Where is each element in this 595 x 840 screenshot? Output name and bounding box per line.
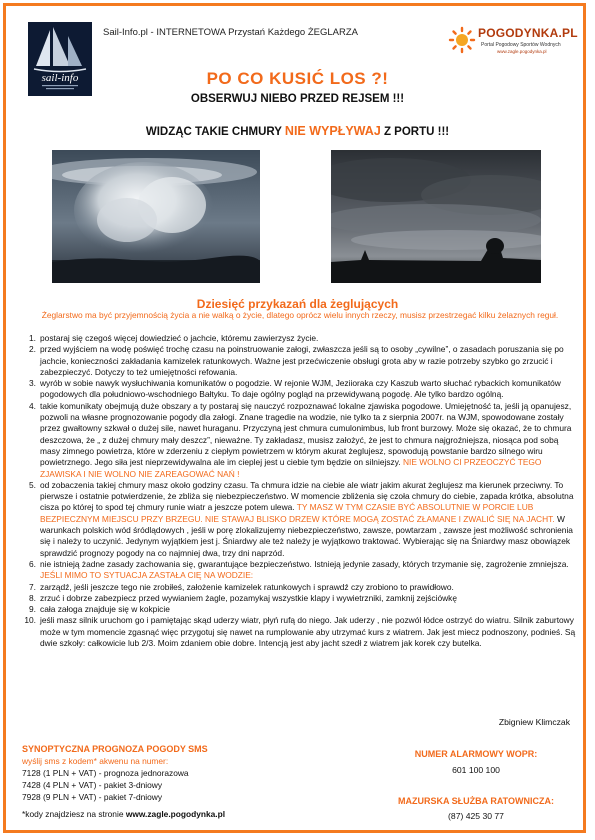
warning-heading [0, 124, 595, 138]
rule-item [38, 480, 580, 559]
page-subtitle: OBSERWUJ NIEBO PRZED REJSEM !!! [190, 93, 405, 105]
warning-before: WIDZĄC TAKIE CHMURY [145, 126, 285, 138]
rule-tail: W warunkach polskich wód śródlądowych , jeśli w porę zlokalizujemy niebezpieczeństwo, zawsze, powtarzam , zawsze jest możliwość schronienia się i należy to uczynić. Jedynym wyjątkiem jest j. Śniardwy ale też należy je wyjątkowo traktować. Wybierając się na Śniardwy masz obowiązek sprawdzić prognozy pogody na co najmniej dwa, trzy dni naprzód. [40, 513, 573, 558]
rule-item [38, 582, 580, 593]
rules-list [34, 333, 580, 649]
warning-after: Z PORTU !!! [380, 126, 450, 138]
rule-text: jeśli masz silnik uruchom go i pamiętając skąd uderzy wiatr, płyń rufą do niego. Jak uderzy , nie pozwól łódce ostrzyć do wiatru. Silnik zaburtowy może w tym momencie zgasnąć więc przygotuj się nawet na rumplowanie aby utrzymać kurs z wiatrem. Jak jest miecz podnoszony, podnieś. Są dwie szkoły: całkowicie lub 2/3. Moim zdaniem obie dobre. Intencją jest aby jacht szedł z wiatrem jak korek czy butelka. [40, 615, 576, 649]
sms-footnote [22, 809, 225, 819]
rule-warning: NIE WOLNO CI PRZEOCZYĆ TEGO ZJAWISKA I NIE WOLNO NIE ZAREAGOWAĆ NAŃ ! [40, 457, 542, 479]
sms-option: 7928 (9 PLN + VAT) - pakiet 7-dniowy [22, 792, 163, 802]
rule-item [38, 615, 580, 649]
wopr-number: 601 100 100 [452, 765, 500, 775]
sms-title: SYNOPTYCZNA PROGNOZA POGODY SMS [22, 744, 208, 754]
rule-text: zarządź, jeśli jeszcze tego nie zrobiłeś, założenie kamizelek ratunkowych i sprawdź czy zrobiono to prawidłowo. [40, 581, 454, 592]
sms-option: 7128 (1 PLN + VAT) - prognoza jednorazowa [22, 768, 189, 778]
rules-title: Dziesięć przykazań dla żeglujących [196, 297, 399, 311]
svg-text:sail-info: sail-info [41, 72, 79, 84]
rule-item [38, 333, 580, 344]
sun-icon [448, 26, 476, 54]
sms-footnote-text: *kody znajdziesz na stronie [22, 809, 126, 819]
pogodynka-name: POGODYNKA.PL [478, 26, 578, 40]
msr-number: (87) 425 30 77 [448, 811, 504, 821]
rule-warning: TY MASZ W TYM CZASIE BYĆ ABSOLUTNIE W PORCIE LUB BEZPIECZNYM MIEJSCU PRZY BRZEGU. NIE STAWAJ BLISKO DRZEW KTÓRE MOGĄ ZOSTAĆ ZŁAMANE I ZWALIĆ SIĘ NA JACHT. [40, 502, 555, 524]
rule-item [38, 559, 580, 582]
rule-item [38, 378, 580, 401]
rules-intro: Żeglarstwo ma być przyjemnością życia a nie walką o życie, dlatego oprócz wielu innych rzeczy, musisz przestrzegać kilku żelaznych reguł. [41, 310, 559, 320]
rule-item [38, 344, 580, 378]
wopr-title: NUMER ALARMOWY WOPR: [414, 749, 538, 759]
msr-title: MAZURSKA SŁUŻBA RATOWNICZA: [398, 796, 554, 806]
rule-text: cała załoga znajduje się w kokpicie [40, 604, 170, 615]
rule-warning: JEŚLI MIMO TO SYTUACJA ZASTAŁA CIĘ NA WODZIE: [40, 570, 254, 581]
pogodynka-logo [448, 24, 578, 60]
pogodynka-subtitle: Portal Pogodowy Sportów Wodnych [481, 42, 561, 48]
rule-text: wyrób w sobie nawyk wysłuchiwania komunikatów o pogodzie. W rejonie WJM, Jeziioraka czy Kaszub warto słuchać rybackich komunikatów pogodowych dla południowo-wschodniego Bałtyku. To daje ogólny pogląd na przewidywaną pogodę. Ale tylko bardzo ogólną. [40, 378, 561, 400]
page-title: PO CO KUSIĆ LOS ?! [206, 69, 389, 88]
storm-shelf-cloud-photo [331, 150, 541, 283]
site-tagline: Sail-Info.pl - INTERNETOWA Przystań Każdego ŻEGLARZA [103, 27, 358, 38]
sms-footnote-link[interactable]: www.zagle.pogodynka.pl [125, 809, 226, 819]
cumulonimbus-cloud-photo [52, 150, 260, 283]
warning-highlight: NIE WYPŁYWAJ [284, 124, 381, 138]
sms-option: 7428 (4 PLN + VAT) - pakiet 3-dniowy [22, 780, 163, 790]
rule-text: przed wyjściem na wodę poświęć trochę czasu na poinstruowanie załogi, zwłaszcza jeśli są to osoby „cywilne”, o zasadach poruszania się po jachcie, konieczności zakładania kamizelek ratunkowych. Ważne jest przećwiczenie obsługi grota aby w razie potrzeby szybko go zrzucić i zabezpieczyć. Dotyczy to też umiejętności refowania. [40, 344, 564, 377]
author-signature: Zbigniew Klimczak [498, 717, 570, 727]
rule-text: od zobaczenia takiej chmury masz około godziny czasu. Ta chmura idzie na ciebie ale wiatr jakim akurat żeglujesz ma kierunek przeciwny. To pierwsze i ostatnie potwierdzenie, że zbliża się niebezpieczeństwo. W momencie zbliżenia się czoła chmury do ciebie, zapada krótka, absolutna cisza po której to spod tej chmury runie wiatr a jeszcze potem ulewa. [40, 479, 574, 513]
rule-text: postaraj się czegoś więcej dowiedzieć o jachcie, któremu zawierzysz życie. [40, 333, 319, 343]
rule-text: takie komunikaty obejmują duże obszary a ty postaraj się nauczyć rozpoznawać lokalne zjawiska pogodowe. Umiejętność ta, jeśli ją opanujesz, pozwoli na własne prognozowanie pogody dla załogi. Znane tragedie na wodzie, nie tylko ta z sierpnia 2007r. na WJM, spowodowane zostały przez gwałtowny szkwał o dużej sile, nawet huraganu. Przyczyną jest chmura cumulonimbus, lub front burzowy. Może się okazać, że to chmura deszczowa, że „ z dużej chmury mały deszcz”, nieważne. Ty zakładasz, musisz założyć, że jest to chmura najgroźniejsza, niosąca pod sobą masy zimnego powietrza, które w zderzeniu z ciepłym powietrzem w którym akurat żeglujesz, spowodują powstanie bardzo silnego wiru powietrznego. Jego siła jest nieprzewidywalna ale im cieplej jest u ciebie tym będzie on silniejszy. [40, 400, 572, 468]
sms-subtitle: wyślij sms z kodem* akwenu na numer: [22, 756, 169, 766]
rule-item [38, 401, 580, 480]
rule-text: zrzuć i dobrze zabezpiecz przed wywianiem żagle, pozamykaj wszystkie klapy i wywietrzniki, zamknij zejściówkę [40, 592, 458, 603]
pogodynka-url: www.zagle.pogodynka.pl [497, 49, 547, 54]
rule-item [38, 604, 580, 615]
rule-text: nie istnieją żadne zasady zachowania się, gwarantujące bezpieczeństwo. Istnieją jedynie zasady, których trzymanie się, zagrożenie zmniejsza. [40, 558, 569, 569]
rule-item [38, 593, 580, 604]
